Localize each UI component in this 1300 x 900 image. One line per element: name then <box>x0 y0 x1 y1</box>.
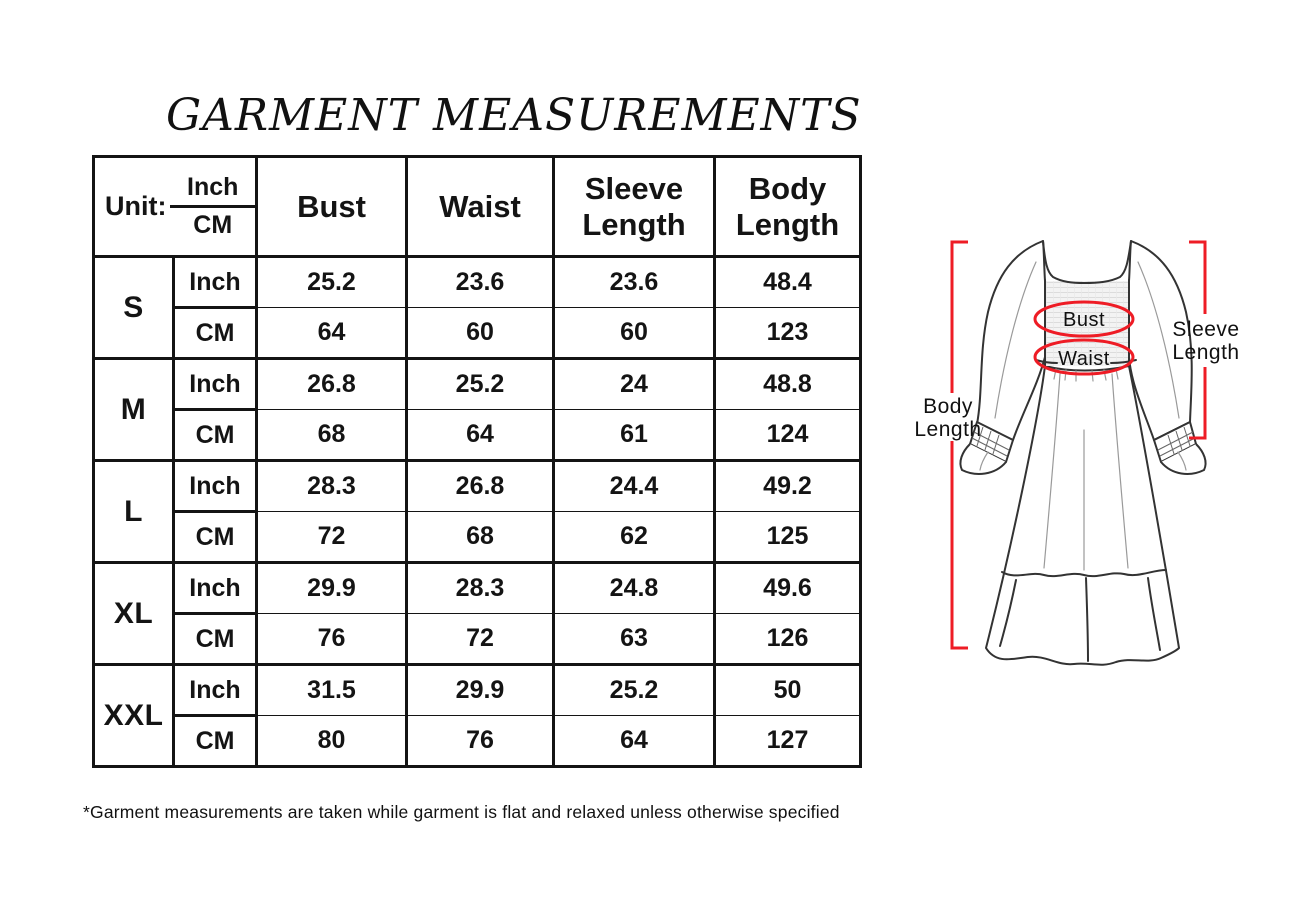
value-cell: 62 <box>554 512 715 563</box>
unit-cell: CM <box>174 308 257 359</box>
col-header-waist: Waist <box>407 157 554 257</box>
footnote: *Garment measurements are taken while garment is flat and relaxed unless otherwise specified <box>83 802 840 822</box>
value-cell: 28.3 <box>407 563 554 614</box>
size-label: M <box>94 359 174 461</box>
table-row <box>94 257 861 308</box>
body-length-label <box>914 395 981 441</box>
value-cell: 76 <box>257 614 407 665</box>
value-cell: 28.3 <box>257 461 407 512</box>
value-cell: 26.8 <box>407 461 554 512</box>
col-header-sleeve-length: Sleeve Length <box>554 157 715 257</box>
value-cell: 31.5 <box>257 665 407 716</box>
svg-text:Body: Body <box>923 395 973 418</box>
unit-inch-option: Inch <box>170 173 255 208</box>
value-cell: 48.4 <box>715 257 861 308</box>
value-cell: 64 <box>257 308 407 359</box>
unit-cell: Inch <box>174 563 257 614</box>
value-cell: 24 <box>554 359 715 410</box>
unit-cell: CM <box>174 410 257 461</box>
value-cell: 126 <box>715 614 861 665</box>
unit-cell: CM <box>174 716 257 767</box>
unit-cell: Inch <box>174 665 257 716</box>
svg-text:Sleeve: Sleeve <box>1172 318 1240 341</box>
table-row <box>94 308 861 359</box>
value-cell: 127 <box>715 716 861 767</box>
value-cell: 68 <box>407 512 554 563</box>
value-cell: 72 <box>407 614 554 665</box>
value-cell: 23.6 <box>554 257 715 308</box>
value-cell: 72 <box>257 512 407 563</box>
value-cell: 61 <box>554 410 715 461</box>
value-cell: 80 <box>257 716 407 767</box>
value-cell: 49.2 <box>715 461 861 512</box>
value-cell: 68 <box>257 410 407 461</box>
table-row <box>94 614 861 665</box>
dress-illustration <box>890 210 1260 700</box>
value-cell: 25.2 <box>554 665 715 716</box>
value-cell: 24.8 <box>554 563 715 614</box>
table-row <box>94 716 861 767</box>
unit-cm-option: CM <box>193 211 233 239</box>
sleeve-length-label <box>1172 318 1239 364</box>
value-cell: 29.9 <box>407 665 554 716</box>
left-sleeve <box>977 241 1045 440</box>
value-cell: 60 <box>407 308 554 359</box>
unit-cell: Inch <box>174 257 257 308</box>
table-row <box>94 461 861 512</box>
value-cell: 29.9 <box>257 563 407 614</box>
value-cell: 64 <box>554 716 715 767</box>
size-label: L <box>94 461 174 563</box>
value-cell: 25.2 <box>407 359 554 410</box>
value-cell: 49.6 <box>715 563 861 614</box>
value-cell: 64 <box>407 410 554 461</box>
value-cell: 25.2 <box>257 257 407 308</box>
unit-cell: CM <box>174 512 257 563</box>
value-cell: 125 <box>715 512 861 563</box>
header-row <box>94 157 861 257</box>
neckline <box>1043 241 1131 283</box>
size-label: XXL <box>94 665 174 767</box>
value-cell: 26.8 <box>257 359 407 410</box>
value-cell: 50 <box>715 665 861 716</box>
table-row <box>94 563 861 614</box>
unit-label: Unit: <box>105 190 167 221</box>
value-cell: 24.4 <box>554 461 715 512</box>
value-cell: 48.8 <box>715 359 861 410</box>
size-label: XL <box>94 563 174 665</box>
value-cell: 60 <box>554 308 715 359</box>
size-label: S <box>94 257 174 359</box>
value-cell: 23.6 <box>407 257 554 308</box>
value-cell: 123 <box>715 308 861 359</box>
unit-header-cell <box>94 157 257 257</box>
body-length-bracket <box>952 242 968 648</box>
col-header-bust: Bust <box>257 157 407 257</box>
page-title: GARMENT MEASUREMENTS <box>166 90 862 141</box>
bust-label: Bust <box>1062 309 1106 331</box>
svg-text:Length: Length <box>914 418 982 441</box>
table-row <box>94 359 861 410</box>
table-row <box>94 665 861 716</box>
unit-cell: Inch <box>174 359 257 410</box>
size-chart-table <box>92 155 862 768</box>
unit-fraction <box>170 173 255 240</box>
svg-text:Length: Length <box>1172 341 1240 364</box>
unit-cell: Inch <box>174 461 257 512</box>
value-cell: 124 <box>715 410 861 461</box>
table-row <box>94 410 861 461</box>
col-header-body-length: Body Length <box>715 157 861 257</box>
table-row <box>94 512 861 563</box>
waist-label: Waist <box>1058 348 1110 370</box>
unit-cell: CM <box>174 614 257 665</box>
value-cell: 63 <box>554 614 715 665</box>
value-cell: 76 <box>407 716 554 767</box>
